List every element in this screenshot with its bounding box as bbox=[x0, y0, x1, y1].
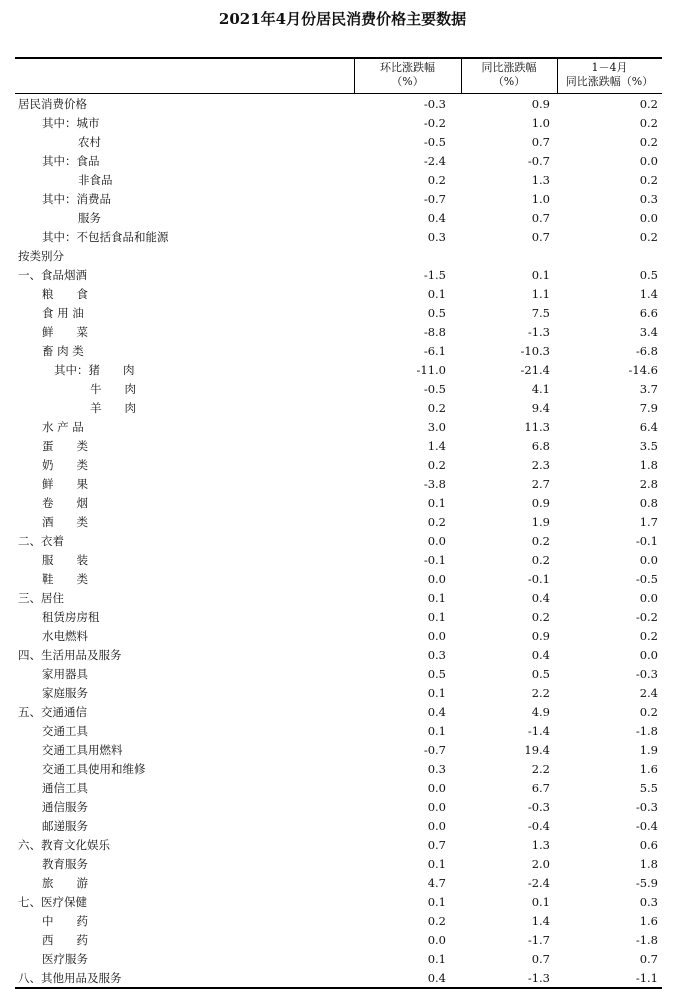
row-yoy-value: 2.2 bbox=[531, 686, 550, 700]
table-row bbox=[15, 494, 662, 513]
row-yoy-value: 0.7 bbox=[531, 230, 550, 244]
row-ytd-value: -14.6 bbox=[628, 363, 658, 377]
row-yoy-value: 4.1 bbox=[531, 382, 550, 396]
table-row bbox=[15, 741, 662, 760]
row-label: 鲜 果 bbox=[42, 477, 88, 491]
row-mom-value: 0.1 bbox=[427, 686, 446, 700]
row-label: 四、生活用品及服务 bbox=[18, 648, 122, 662]
table-row bbox=[15, 266, 662, 285]
table-row bbox=[15, 684, 662, 703]
row-label: 西 药 bbox=[42, 933, 88, 947]
row-ytd-value: -1.8 bbox=[635, 933, 658, 947]
row-mom-value: -0.3 bbox=[423, 97, 446, 111]
row-mom-value: 0.1 bbox=[427, 287, 446, 301]
table-row bbox=[15, 912, 662, 931]
row-mom-value: 3.0 bbox=[427, 420, 446, 434]
row-yoy-value: 0.7 bbox=[531, 135, 550, 149]
row-label: 七、医疗保健 bbox=[18, 895, 87, 909]
row-mom-value: -6.1 bbox=[423, 344, 446, 358]
row-label: 其中：不包括食品和能源 bbox=[42, 230, 169, 244]
row-ytd-value: 0.2 bbox=[639, 629, 658, 643]
row-yoy-value: 11.3 bbox=[524, 420, 550, 434]
row-mom-value: -2.4 bbox=[423, 154, 446, 168]
row-yoy-value: 0.4 bbox=[531, 591, 550, 605]
row-yoy-value: 0.9 bbox=[531, 629, 550, 643]
row-mom-value: -0.5 bbox=[423, 135, 446, 149]
row-ytd-value: 1.8 bbox=[639, 458, 658, 472]
table-row bbox=[15, 228, 662, 247]
row-yoy-value: 0.2 bbox=[531, 553, 550, 567]
row-label: 居民消费价格 bbox=[18, 97, 87, 111]
row-ytd-value: -0.3 bbox=[635, 667, 658, 681]
table-row bbox=[15, 969, 662, 988]
row-label: 粮 食 bbox=[42, 287, 88, 301]
table-row bbox=[15, 323, 662, 342]
row-ytd-value: -5.9 bbox=[635, 876, 658, 890]
row-label: 卷 烟 bbox=[42, 496, 88, 510]
row-label: 水 产 品 bbox=[42, 420, 84, 434]
row-label: 教育服务 bbox=[42, 857, 88, 871]
row-mom-value: 0.0 bbox=[427, 629, 446, 643]
table-row bbox=[15, 665, 662, 684]
table-row bbox=[15, 798, 662, 817]
row-yoy-value: 1.1 bbox=[531, 287, 550, 301]
header-mom bbox=[354, 61, 461, 89]
row-label: 三、居住 bbox=[18, 591, 64, 605]
row-mom-value: 0.0 bbox=[427, 800, 446, 814]
row-ytd-value: -0.1 bbox=[635, 534, 658, 548]
table-row bbox=[15, 760, 662, 779]
table-row bbox=[15, 532, 662, 551]
row-mom-value: -8.8 bbox=[423, 325, 446, 339]
row-mom-value: 0.0 bbox=[427, 781, 446, 795]
row-ytd-value: 0.3 bbox=[639, 192, 658, 206]
row-mom-value: 0.0 bbox=[427, 933, 446, 947]
row-yoy-value: -21.4 bbox=[520, 363, 550, 377]
row-label: 非食品 bbox=[78, 173, 113, 187]
row-yoy-value: -0.3 bbox=[527, 800, 550, 814]
row-mom-value: -0.7 bbox=[423, 743, 446, 757]
row-ytd-value: 0.2 bbox=[639, 97, 658, 111]
table-row bbox=[15, 779, 662, 798]
row-ytd-value: 0.0 bbox=[639, 591, 658, 605]
row-mom-value: -3.8 bbox=[423, 477, 446, 491]
row-ytd-value: 0.0 bbox=[639, 211, 658, 225]
row-ytd-value: 0.2 bbox=[639, 705, 658, 719]
row-mom-value: 0.1 bbox=[427, 610, 446, 624]
row-yoy-value: 2.0 bbox=[531, 857, 550, 871]
row-ytd-value: 6.6 bbox=[639, 306, 658, 320]
row-yoy-value: 0.4 bbox=[531, 648, 550, 662]
row-mom-value: 0.0 bbox=[427, 819, 446, 833]
table-row bbox=[15, 551, 662, 570]
row-label: 其中：城市 bbox=[42, 116, 100, 130]
row-mom-value: 0.5 bbox=[427, 667, 446, 681]
row-mom-value: 0.1 bbox=[427, 952, 446, 966]
row-label: 其中：消费品 bbox=[42, 192, 111, 206]
row-ytd-value: 3.5 bbox=[639, 439, 658, 453]
row-label: 交通工具用燃料 bbox=[42, 743, 123, 757]
row-ytd-value: 1.6 bbox=[639, 914, 658, 928]
row-mom-value: -0.5 bbox=[423, 382, 446, 396]
row-yoy-value: 2.7 bbox=[531, 477, 550, 491]
row-label: 羊 肉 bbox=[90, 401, 136, 415]
row-mom-value: 1.4 bbox=[427, 439, 446, 453]
row-ytd-value: 0.2 bbox=[639, 116, 658, 130]
row-ytd-value: -0.2 bbox=[635, 610, 658, 624]
row-ytd-value: 0.2 bbox=[639, 230, 658, 244]
row-ytd-value: 3.4 bbox=[639, 325, 658, 339]
row-yoy-value: -1.7 bbox=[527, 933, 550, 947]
row-yoy-value: 1.3 bbox=[531, 838, 550, 852]
table-body bbox=[15, 95, 662, 988]
row-yoy-value: 9.4 bbox=[531, 401, 550, 415]
row-ytd-value: 1.9 bbox=[639, 743, 658, 757]
header-yoy-line1: 同比涨跌幅 bbox=[481, 61, 537, 74]
row-label: 六、教育文化娱乐 bbox=[18, 838, 110, 852]
table-row bbox=[15, 950, 662, 969]
header-yoy-line2: （%） bbox=[492, 75, 526, 88]
row-yoy-value: 1.9 bbox=[531, 515, 550, 529]
row-label: 畜 肉 类 bbox=[42, 344, 84, 358]
row-ytd-value: 7.9 bbox=[639, 401, 658, 415]
row-mom-value: -1.5 bbox=[423, 268, 446, 282]
row-mom-value: 0.4 bbox=[427, 971, 446, 985]
row-ytd-value: 1.8 bbox=[639, 857, 658, 871]
table-row bbox=[15, 380, 662, 399]
table-row bbox=[15, 608, 662, 627]
table-row bbox=[15, 646, 662, 665]
row-label: 鞋 类 bbox=[42, 572, 88, 586]
row-yoy-value: 1.4 bbox=[531, 914, 550, 928]
table-row bbox=[15, 190, 662, 209]
row-yoy-value: 6.7 bbox=[531, 781, 550, 795]
row-label: 通信工具 bbox=[42, 781, 88, 795]
row-mom-value: 0.2 bbox=[427, 401, 446, 415]
row-label: 奶 类 bbox=[42, 458, 88, 472]
row-label: 按类别分 bbox=[18, 249, 64, 263]
row-ytd-value: 0.0 bbox=[639, 648, 658, 662]
row-yoy-value: 19.4 bbox=[524, 743, 550, 757]
row-label: 医疗服务 bbox=[42, 952, 88, 966]
table-row bbox=[15, 152, 662, 171]
header-ytd-line2: 同比涨跌幅（%） bbox=[565, 75, 654, 88]
table-row bbox=[15, 589, 662, 608]
row-yoy-value: -0.4 bbox=[527, 819, 550, 833]
row-mom-value: 0.1 bbox=[427, 591, 446, 605]
row-label: 交通工具使用和维修 bbox=[42, 762, 146, 776]
row-mom-value: 0.7 bbox=[427, 838, 446, 852]
header-ytd bbox=[557, 61, 662, 89]
header-ytd-line1: 1－4月 bbox=[591, 61, 628, 74]
row-yoy-value: 4.9 bbox=[531, 705, 550, 719]
row-label: 八、其他用品及服务 bbox=[18, 971, 122, 985]
table-row bbox=[15, 342, 662, 361]
row-yoy-value: 0.1 bbox=[531, 268, 550, 282]
header-mom-line1: 环比涨跌幅 bbox=[380, 61, 435, 74]
table-row bbox=[15, 475, 662, 494]
table-row bbox=[15, 361, 662, 380]
row-ytd-value: -0.5 bbox=[635, 572, 658, 586]
row-ytd-value: 0.7 bbox=[639, 952, 658, 966]
table-row bbox=[15, 570, 662, 589]
row-mom-value: 0.5 bbox=[427, 306, 446, 320]
row-mom-value: 0.2 bbox=[427, 458, 446, 472]
table-row bbox=[15, 171, 662, 190]
row-mom-value: 0.1 bbox=[427, 895, 446, 909]
page-title: 2021年4月份居民消费价格主要数据 bbox=[218, 10, 467, 28]
row-ytd-value: 0.6 bbox=[639, 838, 658, 852]
row-yoy-value: 0.2 bbox=[531, 534, 550, 548]
table-row bbox=[15, 836, 662, 855]
row-mom-value: -0.2 bbox=[423, 116, 446, 130]
row-label: 租赁房房租 bbox=[42, 610, 100, 624]
table-row bbox=[15, 114, 662, 133]
table-row bbox=[15, 513, 662, 532]
row-mom-value: 0.1 bbox=[427, 857, 446, 871]
row-yoy-value: 0.9 bbox=[531, 97, 550, 111]
row-ytd-value: 0.2 bbox=[639, 135, 658, 149]
table-row bbox=[15, 304, 662, 323]
row-yoy-value: -1.3 bbox=[527, 971, 550, 985]
row-ytd-value: -1.1 bbox=[635, 971, 658, 985]
row-yoy-value: -1.4 bbox=[527, 724, 550, 738]
row-label: 旅 游 bbox=[42, 876, 88, 890]
table-row bbox=[15, 209, 662, 228]
row-yoy-value: 6.8 bbox=[531, 439, 550, 453]
row-mom-value: 0.0 bbox=[427, 534, 446, 548]
row-mom-value: 0.1 bbox=[427, 724, 446, 738]
row-yoy-value: 0.1 bbox=[531, 895, 550, 909]
row-ytd-value: 0.0 bbox=[639, 154, 658, 168]
row-ytd-value: 0.5 bbox=[639, 268, 658, 282]
table-row bbox=[15, 931, 662, 950]
row-ytd-value: 6.4 bbox=[639, 420, 658, 434]
row-yoy-value: 0.2 bbox=[531, 610, 550, 624]
row-label: 酒 类 bbox=[42, 515, 88, 529]
header-yoy bbox=[461, 61, 557, 89]
row-yoy-value: 0.7 bbox=[531, 211, 550, 225]
table-top-rule bbox=[15, 57, 662, 59]
row-mom-value: 0.1 bbox=[427, 496, 446, 510]
row-ytd-value: 0.3 bbox=[639, 895, 658, 909]
row-label: 食 用 油 bbox=[42, 306, 84, 320]
table-row bbox=[15, 874, 662, 893]
row-label: 服 装 bbox=[42, 553, 88, 567]
row-mom-value: 0.4 bbox=[427, 211, 446, 225]
row-mom-value: 0.3 bbox=[427, 762, 446, 776]
row-label: 邮递服务 bbox=[42, 819, 88, 833]
row-mom-value: 0.2 bbox=[427, 515, 446, 529]
table-row bbox=[15, 703, 662, 722]
row-label: 通信服务 bbox=[42, 800, 88, 814]
table-row bbox=[15, 456, 662, 475]
row-mom-value: 0.4 bbox=[427, 705, 446, 719]
row-ytd-value: -0.3 bbox=[635, 800, 658, 814]
row-label: 五、交通通信 bbox=[18, 705, 87, 719]
row-ytd-value: 1.4 bbox=[639, 287, 658, 301]
table-header-rule bbox=[15, 93, 662, 94]
row-yoy-value: 7.5 bbox=[531, 306, 550, 320]
row-label: 服务 bbox=[78, 211, 101, 225]
row-label: 鲜 菜 bbox=[42, 325, 88, 339]
row-yoy-value: 2.2 bbox=[531, 762, 550, 776]
row-label: 交通工具 bbox=[42, 724, 88, 738]
row-ytd-value: 1.6 bbox=[639, 762, 658, 776]
table-row bbox=[15, 722, 662, 741]
row-mom-value: 0.0 bbox=[427, 572, 446, 586]
row-ytd-value: 0.8 bbox=[639, 496, 658, 510]
table-row bbox=[15, 893, 662, 912]
row-yoy-value: 0.5 bbox=[531, 667, 550, 681]
table-row bbox=[15, 285, 662, 304]
row-ytd-value: -0.4 bbox=[635, 819, 658, 833]
row-label: 二、衣着 bbox=[18, 534, 64, 548]
table-row bbox=[15, 95, 662, 114]
row-ytd-value: 2.8 bbox=[639, 477, 658, 491]
row-yoy-value: 1.3 bbox=[531, 173, 550, 187]
row-mom-value: -0.1 bbox=[423, 553, 446, 567]
row-ytd-value: -6.8 bbox=[635, 344, 658, 358]
row-label: 家用器具 bbox=[42, 667, 88, 681]
row-label: 农村 bbox=[78, 135, 101, 149]
row-mom-value: 0.3 bbox=[427, 648, 446, 662]
row-ytd-value: 1.7 bbox=[639, 515, 658, 529]
row-yoy-value: 2.3 bbox=[531, 458, 550, 472]
row-mom-value: -0.7 bbox=[423, 192, 446, 206]
row-yoy-value: -0.7 bbox=[527, 154, 550, 168]
table-row bbox=[15, 247, 662, 266]
row-label: 牛 肉 bbox=[90, 382, 136, 396]
header-mom-line2: （%） bbox=[391, 75, 424, 88]
table-row bbox=[15, 399, 662, 418]
row-label: 家庭服务 bbox=[42, 686, 88, 700]
row-yoy-value: 1.0 bbox=[531, 116, 550, 130]
row-yoy-value: -2.4 bbox=[527, 876, 550, 890]
row-mom-value: 4.7 bbox=[427, 876, 446, 890]
table-row bbox=[15, 133, 662, 152]
row-yoy-value: -0.1 bbox=[527, 572, 550, 586]
row-ytd-value: 5.5 bbox=[639, 781, 658, 795]
row-mom-value: -11.0 bbox=[416, 363, 446, 377]
row-ytd-value: 0.2 bbox=[639, 173, 658, 187]
row-label: 其中：食品 bbox=[42, 154, 100, 168]
row-label: 水电燃料 bbox=[42, 629, 88, 643]
row-mom-value: 0.2 bbox=[427, 914, 446, 928]
row-label: 一、食品烟酒 bbox=[18, 268, 87, 282]
row-yoy-value: 1.0 bbox=[531, 192, 550, 206]
table-bottom-rule bbox=[15, 987, 662, 989]
table-row bbox=[15, 418, 662, 437]
row-yoy-value: 0.9 bbox=[531, 496, 550, 510]
row-mom-value: 0.2 bbox=[427, 173, 446, 187]
row-label: 蛋 类 bbox=[42, 439, 88, 453]
row-ytd-value: 3.7 bbox=[639, 382, 658, 396]
row-yoy-value: -1.3 bbox=[527, 325, 550, 339]
row-label: 其中：猪 肉 bbox=[54, 363, 135, 377]
table-row bbox=[15, 437, 662, 456]
row-yoy-value: -10.3 bbox=[520, 344, 550, 358]
row-label: 中 药 bbox=[42, 914, 88, 928]
row-yoy-value: 0.7 bbox=[531, 952, 550, 966]
table-row bbox=[15, 855, 662, 874]
table-row bbox=[15, 627, 662, 646]
table-row bbox=[15, 817, 662, 836]
row-mom-value: 0.3 bbox=[427, 230, 446, 244]
row-ytd-value: -1.8 bbox=[635, 724, 658, 738]
row-ytd-value: 0.0 bbox=[639, 553, 658, 567]
row-ytd-value: 2.4 bbox=[639, 686, 658, 700]
